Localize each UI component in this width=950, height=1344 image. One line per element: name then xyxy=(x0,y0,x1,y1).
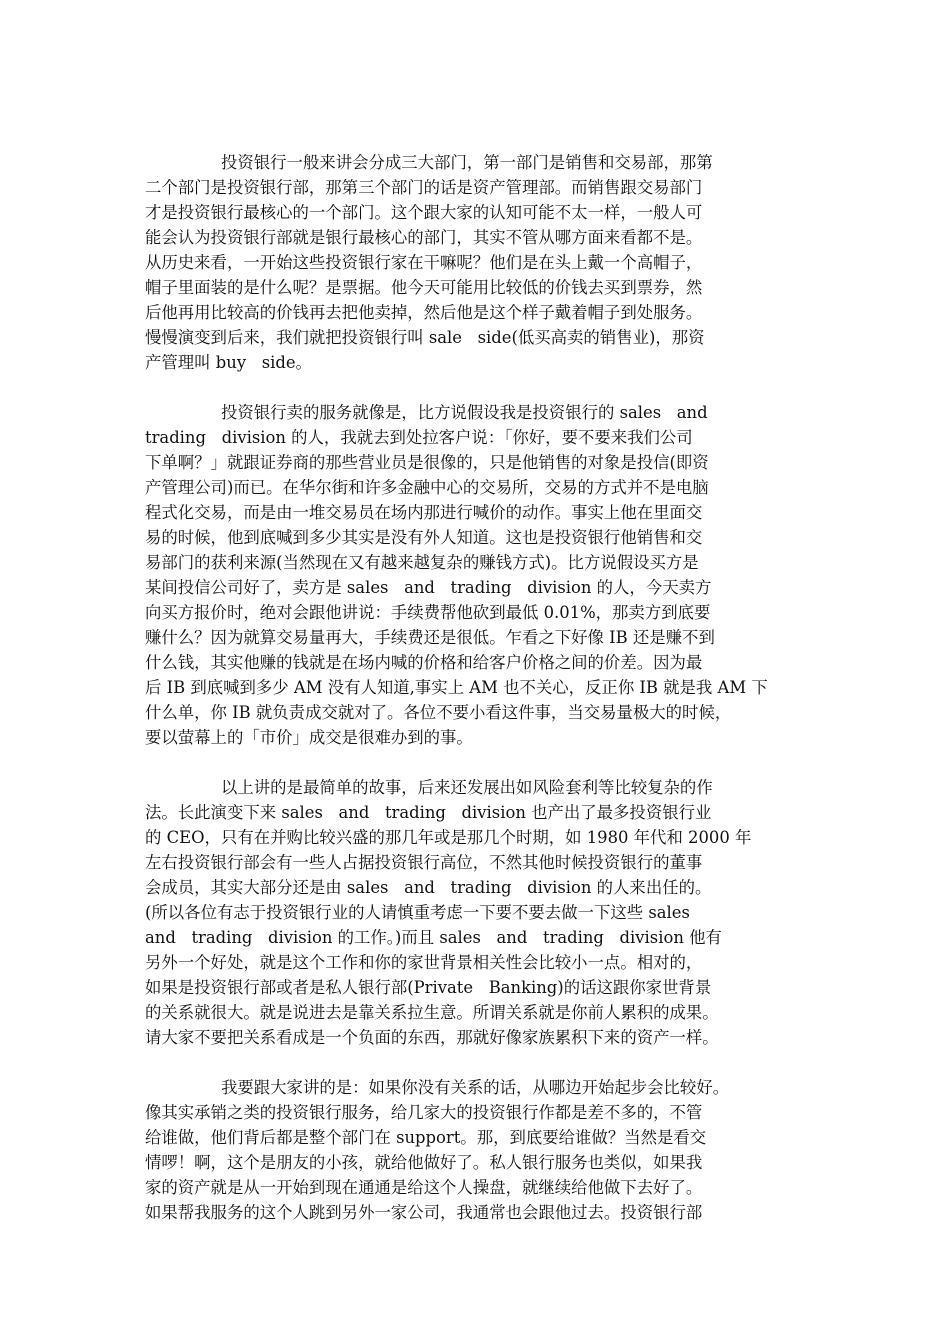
text-line: 能会认为投资银行部就是银行最核心的部门，其实不管从哪方面来看都不是。 xyxy=(145,228,703,247)
text-line: 产管理公司)而已。在华尔街和许多金融中心的交易所，交易的方式并不是电脑 xyxy=(145,478,709,497)
text-line: trading division 的人，我就去到处拉客户说：「你好，要不要来我们公司 xyxy=(145,428,693,447)
paragraph-3 xyxy=(145,775,810,1050)
text-line: 会成员，其实大部分还是由 sales and trading division 的人来出任的。 xyxy=(145,878,712,897)
text-line: 的 CEO，只有在并购比较兴盛的那几年或是那几个时期，如 1980 年代和 2000 年 xyxy=(145,828,752,847)
text-line: 向买方报价时，绝对会跟他讲说：手续费帮他砍到最低 0.01%，那卖方到底要 xyxy=(145,603,711,622)
text-line: 才是投资银行最核心的一个部门。这个跟大家的认知可能不太一样，一般人可 xyxy=(145,203,703,222)
text-line: 后他再用比较高的价钱再去把他卖掉，然后他是这个样子戴着帽子到处服务。 xyxy=(145,303,703,322)
text-line: 什么钱，其实他赚的钱就是在场内喊的价格和给客户价格之间的价差。因为最 xyxy=(145,653,703,672)
text-line: 帽子里面装的是什么呢？是票据。他今天可能用比较低的价钱去买到票券，然 xyxy=(145,278,703,297)
text-line: (所以各位有志于投资银行业的人请慎重考虑一下要不要去做一下这些 sales xyxy=(145,903,690,922)
text-line: 后 IB 到底喊到多少 AM 没有人知道,事实上 AM 也不关心，反正你 IB 就是我 AM 下 xyxy=(145,678,768,697)
text-line: 家的资产就是从一开始到现在通通是给这个人操盘，就继续给他做下去好了。 xyxy=(145,1178,703,1197)
text-line: 情啰！啊，这个是朋友的小孩，就给他做好了。私人银行服务也类似，如果我 xyxy=(145,1153,703,1172)
text-line: 我要跟大家讲的是：如果你没有关系的话，从哪边开始起步会比较好。 xyxy=(221,1078,730,1097)
text-line: 某间投信公司好了，卖方是 sales and trading division 的人，今天卖方 xyxy=(145,578,712,597)
text-line: and trading division 的工作。)而且 sales and trading division 他有 xyxy=(145,928,722,947)
text-line: 慢慢演变到后来，我们就把投资银行叫 sale side(低买高卖的销售业)，那资 xyxy=(145,328,705,347)
text-line: 投资银行卖的服务就像是，比方说假设我是投资银行的 sales and xyxy=(221,403,708,422)
text-line: 要以萤幕上的「市价」成交是很难办到的事。 xyxy=(145,728,473,747)
text-line: 如果是投资银行部或者是私人银行部(Private Banking)的话这跟你家世背景 xyxy=(145,978,712,997)
text-line: 易部门的获利来源(当然现在又有越来越复杂的赚钱方式)。比方说假设买方是 xyxy=(145,553,699,572)
text-line: 像其实承销之类的投资银行服务，给几家大的投资银行作都是差不多的，不管 xyxy=(145,1103,703,1122)
text-line: 法。长此演变下来 sales and trading division 也产出了最多投资银行业 xyxy=(145,803,712,822)
text-line: 另外一个好处，就是这个工作和你的家世背景相关性会比较小一点。相对的， xyxy=(145,953,703,972)
paragraph-2 xyxy=(145,400,810,750)
text-line: 易的时候，他到底喊到多少其实是没有外人知道。这也是投资银行他销售和交 xyxy=(145,528,703,547)
text-line: 投资银行一般来讲会分成三大部门，第一部门是销售和交易部，那第 xyxy=(221,153,713,172)
text-line: 给谁做，他们背后都是整个部门在 support。那，到底要给谁做？当然是看交 xyxy=(145,1128,707,1147)
paragraph-1 xyxy=(145,150,810,375)
text-line: 请大家不要把关系看成是一个负面的东西，那就好像家族累积下来的资产一样。 xyxy=(145,1028,719,1047)
paragraph-4 xyxy=(145,1075,810,1225)
text-line: 程式化交易，而是由一堆交易员在场内那进行喊价的动作。事实上他在里面交 xyxy=(145,503,703,522)
text-line: 以上讲的是最简单的故事，后来还发展出如风险套利等比较复杂的作 xyxy=(221,778,713,797)
text-line: 赚什么？因为就算交易量再大，手续费还是很低。乍看之下好像 IB 还是赚不到 xyxy=(145,628,715,647)
text-line: 的关系就很大。就是说进去是靠关系拉生意。所谓关系就是你前人累积的成果。 xyxy=(145,1003,719,1022)
text-line: 什么单，你 IB 就负责成交就对了。各位不要小看这件事，当交易量极大的时候， xyxy=(145,703,732,722)
document-body xyxy=(145,150,810,1250)
text-line: 从历史来看，一开始这些投资银行家在干嘛呢？他们是在头上戴一个高帽子， xyxy=(145,253,703,272)
text-line: 二个部门是投资银行部，那第三个部门的话是资产管理部。而销售跟交易部门 xyxy=(145,178,703,197)
text-line: 左右投资银行部会有一些人占据投资银行高位，不然其他时候投资银行的董事 xyxy=(145,853,703,872)
text-line: 下单啊？」就跟证券商的那些营业员是很像的，只是他销售的对象是投信(即资 xyxy=(145,453,709,472)
text-line: 如果帮我服务的这个人跳到另外一家公司，我通常也会跟他过去。投资银行部 xyxy=(145,1203,703,1222)
text-line: 产管理叫 buy side。 xyxy=(145,353,312,372)
